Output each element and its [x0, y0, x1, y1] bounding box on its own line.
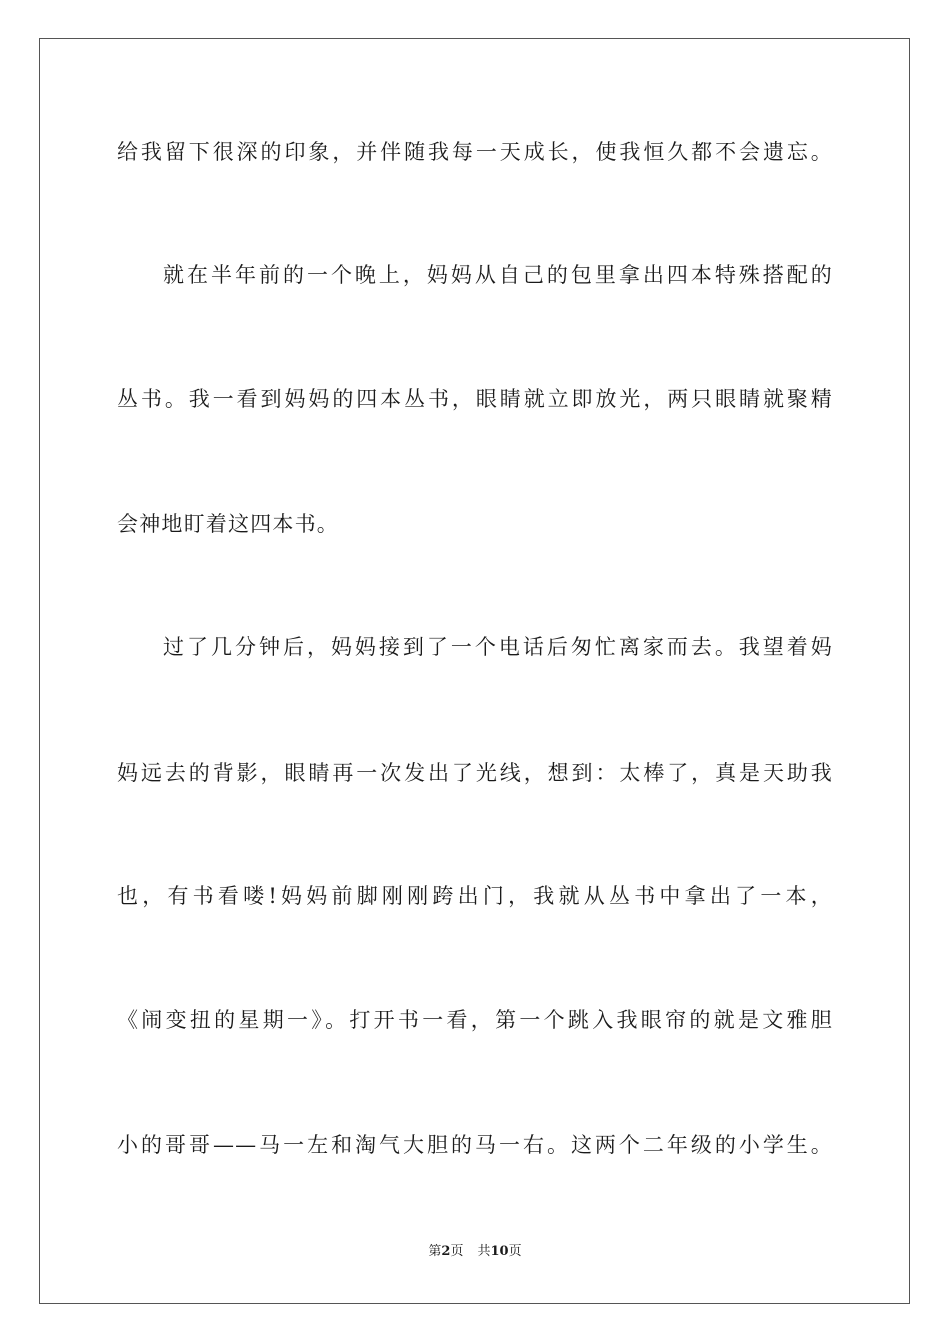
page-border	[39, 38, 910, 1304]
text-line-3: 丛书。我一看到妈妈的四本丛书，眼睛就立即放光，两只眼睛就聚精	[117, 387, 833, 411]
page-footer	[0, 1243, 950, 1261]
footer-page-number: 2	[441, 1244, 451, 1259]
text-line-4: 会神地盯着这四本书。	[117, 512, 339, 536]
text-line-8: 《闹变扭的星期一》。打开书一看，第一个跳入我眼帘的就是文雅胆	[117, 1008, 833, 1032]
footer-page-prefix: 第	[428, 1244, 442, 1259]
text-line-2: 就在半年前的一个晚上，妈妈从自己的包里拿出四本特殊搭配的	[163, 263, 833, 287]
text-line-1: 给我留下很深的印象，并伴随我每一天成长，使我恒久都不会遗忘。	[117, 140, 833, 164]
footer-total-pages: 10	[490, 1244, 509, 1259]
footer-total-suffix: 页	[508, 1244, 522, 1259]
text-line-7: 也，有书看喽!妈妈前脚刚刚跨出门，我就从丛书中拿出了一本，	[117, 884, 833, 908]
footer-page-suffix: 页	[450, 1244, 464, 1259]
footer-total-prefix: 共	[477, 1244, 491, 1259]
text-line-6: 妈远去的背影，眼睛再一次发出了光线，想到：太棒了，真是天助我	[117, 761, 833, 785]
text-line-5: 过了几分钟后，妈妈接到了一个电话后匆忙离家而去。我望着妈	[163, 635, 833, 659]
text-line-9: 小的哥哥——马一左和淘气大胆的马一右。这两个二年级的小学生。	[117, 1133, 833, 1157]
